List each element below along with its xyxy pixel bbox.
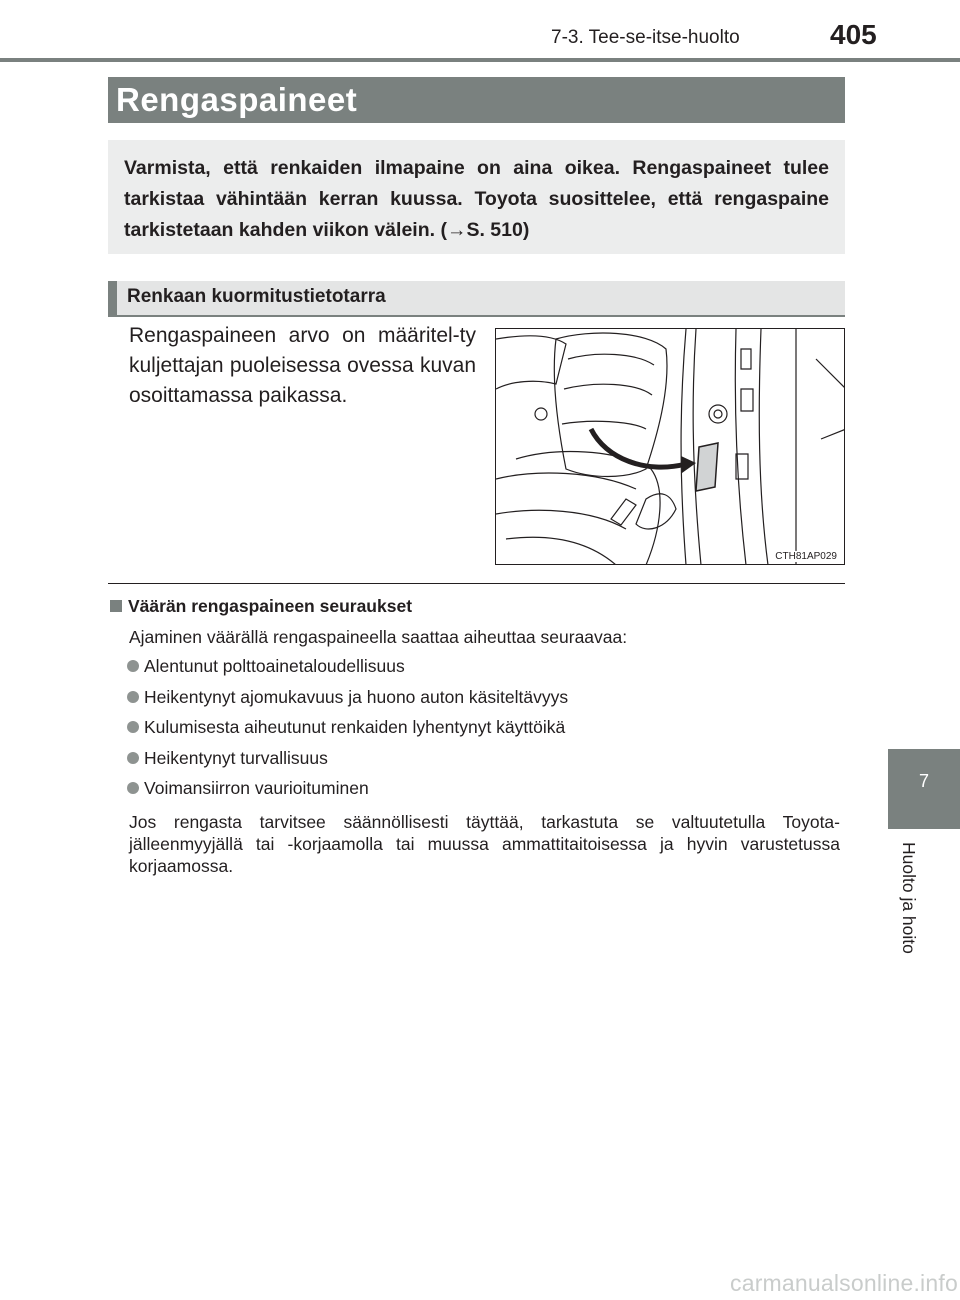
list-item-text: Heikentynyt ajomukavuus ja huono auton käsiteltävyys xyxy=(144,687,569,707)
page-title: Rengaspaineet xyxy=(116,81,358,118)
car-door-drawing-icon xyxy=(496,329,845,565)
subsection-title: Renkaan kuormitustietotarra xyxy=(127,286,386,307)
page-number: 405 xyxy=(830,19,877,50)
list-item-text: Kulumisesta aiheutunut renkaiden lyhentynyt käyttöikä xyxy=(144,717,566,737)
consequences-heading xyxy=(110,596,412,617)
bullet-dot-icon xyxy=(127,660,139,672)
consequences-lead: Ajaminen väärällä rengaspaineella saattaa aiheuttaa seuraavaa: xyxy=(129,627,628,647)
intro-text: Varmista, että renkaiden ilmapaine on aina oikea. Rengaspaineet tulee tarkistaa vähintään kerran kuussa. Toyota suosittelee, että rengaspaine tarkistetaan kahden viikon välein. (→S. 510) xyxy=(124,157,829,241)
header-divider xyxy=(0,58,960,62)
list-item xyxy=(127,748,328,769)
door-label-illustration xyxy=(495,328,845,565)
section-divider xyxy=(108,583,845,584)
list-item-text: Heikentynyt turvallisuus xyxy=(144,748,328,768)
subsection-accent xyxy=(108,281,117,315)
chapter-number: 7 xyxy=(918,771,929,791)
bullet-dot-icon xyxy=(127,752,139,764)
title-bar xyxy=(108,77,845,123)
footer-watermark-logo: carmanualsonline.info xyxy=(730,1270,958,1296)
chapter-label: Huolto ja hoito xyxy=(899,842,919,954)
consequences-closing: Jos rengasta tarvitsee säännöllisesti täyttää, tarkastuta se valtuutetulla Toyota-jälleenmyyjällä tai -korjaamolla tai muussa ammattitaitoisessa ja hyvin varustetussa korjaamossa. xyxy=(129,812,840,876)
bullet-dot-icon xyxy=(127,782,139,794)
subsection-header xyxy=(108,281,845,317)
intro-box xyxy=(108,140,845,254)
bullet-dot-icon xyxy=(127,691,139,703)
list-item xyxy=(127,717,565,738)
chapter-tab[interactable] xyxy=(888,749,960,829)
header-section-title: 7-3. Tee-se-itse-huolto xyxy=(551,27,740,48)
list-item xyxy=(127,687,568,708)
list-item-text: Voimansiirron vaurioituminen xyxy=(144,778,369,798)
figure-code: CTH81AP029 xyxy=(775,551,837,562)
subsection-text: Rengaspaineen arvo on määritel-ty kuljettajan puoleisessa ovessa kuvan osoittamassa paikassa. xyxy=(129,324,476,407)
bullet-dot-icon xyxy=(127,721,139,733)
list-item xyxy=(127,656,405,677)
list-item-text: Alentunut polttoainetaloudellisuus xyxy=(144,656,405,676)
consequences-heading-text: Väärän rengaspaineen seuraukset xyxy=(128,596,413,616)
list-item xyxy=(127,778,369,799)
square-bullet-icon xyxy=(110,600,122,612)
